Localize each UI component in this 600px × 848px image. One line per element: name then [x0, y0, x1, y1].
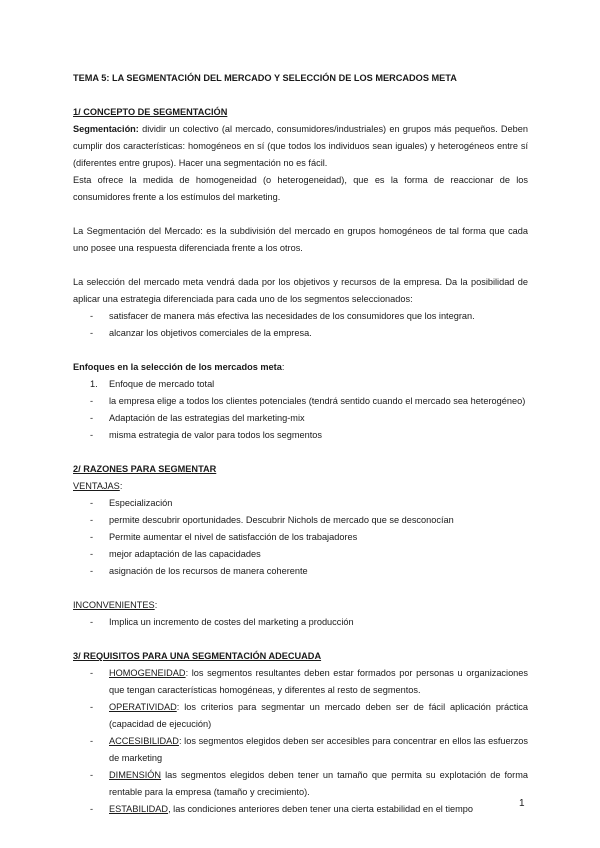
inconvenientes-list [73, 614, 528, 631]
paragraph-homogeneity: Esta ofrece la medida de homogeneidad (o heterogeneidad), que es la forma de reaccionar de los consumidores frente a los estímulos del marketing. [73, 175, 528, 202]
document-page [73, 70, 528, 818]
list-item: - alcanzar los objetivos comerciales de la empresa. [90, 328, 312, 338]
list-item: - Adaptación de las estrategias del marketing-mix [90, 413, 305, 423]
enfoques-heading: Enfoques en la selección de los mercados meta: [73, 362, 285, 372]
list-item: - Permite aumentar el nivel de satisfacción de los trabajadores [90, 532, 358, 542]
ventajas-label: VENTAJAS: [73, 481, 123, 491]
definition-text: dividir un colectivo (al mercado, consumidores/industriales) en grupos más pequeños. Deben cumplir dos características: homogéneos en sí (que todos los individuos sean iguales) y heterogéneos entre sí (diferentes entre grupos). Hacer una segmentación no es fácil. [73, 124, 528, 168]
list-item: - ACCESIBILIDAD: los segmentos elegidos deben ser accesibles para concentrar en ellos las esfuerzos de marketing [90, 736, 528, 763]
inconvenientes-label: INCONVENIENTES: [73, 600, 158, 610]
list-item: - DIMENSIÓN las segmentos elegidos deben tener un tamaño que permita su explotación de forma rentable para la empresa (tamaño y crecimiento). [90, 770, 528, 797]
section3-heading: 3/ REQUISITOS PARA UNA SEGMENTACIÓN ADECUADA [73, 651, 322, 661]
page-number: 1 [519, 798, 525, 809]
list-item: - la empresa elige a todos los clientes potenciales (tendrá sentido cuando el mercado sea heterogéneo) [90, 396, 526, 406]
list-item: - misma estrategia de valor para todos los segmentos [90, 430, 322, 440]
list-item: - permite descubrir oportunidades. Descubrir Nichols de mercado que se desconocían [90, 515, 454, 525]
paragraph-segmentation-definition: La Segmentación del Mercado: es la subdivisión del mercado en grupos homogéneos de tal forma que cada uno posee una respuesta diferenciada frente a los otros. [73, 226, 528, 253]
enfoques-numbered-list [73, 376, 528, 393]
section2-heading: 2/ RAZONES PARA SEGMENTAR [73, 464, 217, 474]
definition-paragraph [73, 121, 528, 172]
list-item: - Especialización [90, 498, 173, 508]
paragraph-target-market: La selección del mercado meta vendrá dada por los objetivos y recursos de la empresa. Da la posibilidad de aplicar una estrategia diferenciada para cada uno de los segmentos seleccionados: [73, 277, 528, 304]
list-item: - OPERATIVIDAD: los criterios para segmentar un mercado deben ser de fácil aplicación práctica (capacidad de ejecución) [90, 702, 528, 729]
list-item: - satisfacer de manera más efectiva las necesidades de los consumidores que los integran. [90, 311, 475, 321]
section1-heading: 1/ CONCEPTO DE SEGMENTACIÓN [73, 107, 228, 117]
target-market-list [73, 308, 528, 342]
list-item: 1. Enfoque de mercado total [90, 379, 215, 389]
ventajas-list [73, 495, 528, 580]
list-item: - HOMOGENEIDAD: los segmentos resultantes deben estar formados por personas u organizaciones que tengan características homogéneas, y diferentes al resto de segmentos. [90, 668, 528, 695]
list-item: - mejor adaptación de las capacidades [90, 549, 261, 559]
requisitos-list [73, 665, 528, 818]
list-item: - asignación de los recursos de manera coherente [90, 566, 308, 576]
definition-term: Segmentación: [73, 124, 139, 134]
document-title: TEMA 5: LA SEGMENTACIÓN DEL MERCADO Y SELECCIÓN DE LOS MERCADOS META [73, 73, 457, 83]
enfoques-list [73, 393, 528, 444]
list-item: - ESTABILIDAD, las condiciones anteriores deben tener una cierta estabilidad en el tiempo [90, 804, 473, 814]
list-item: - Implica un incremento de costes del marketing a producción [90, 617, 354, 627]
